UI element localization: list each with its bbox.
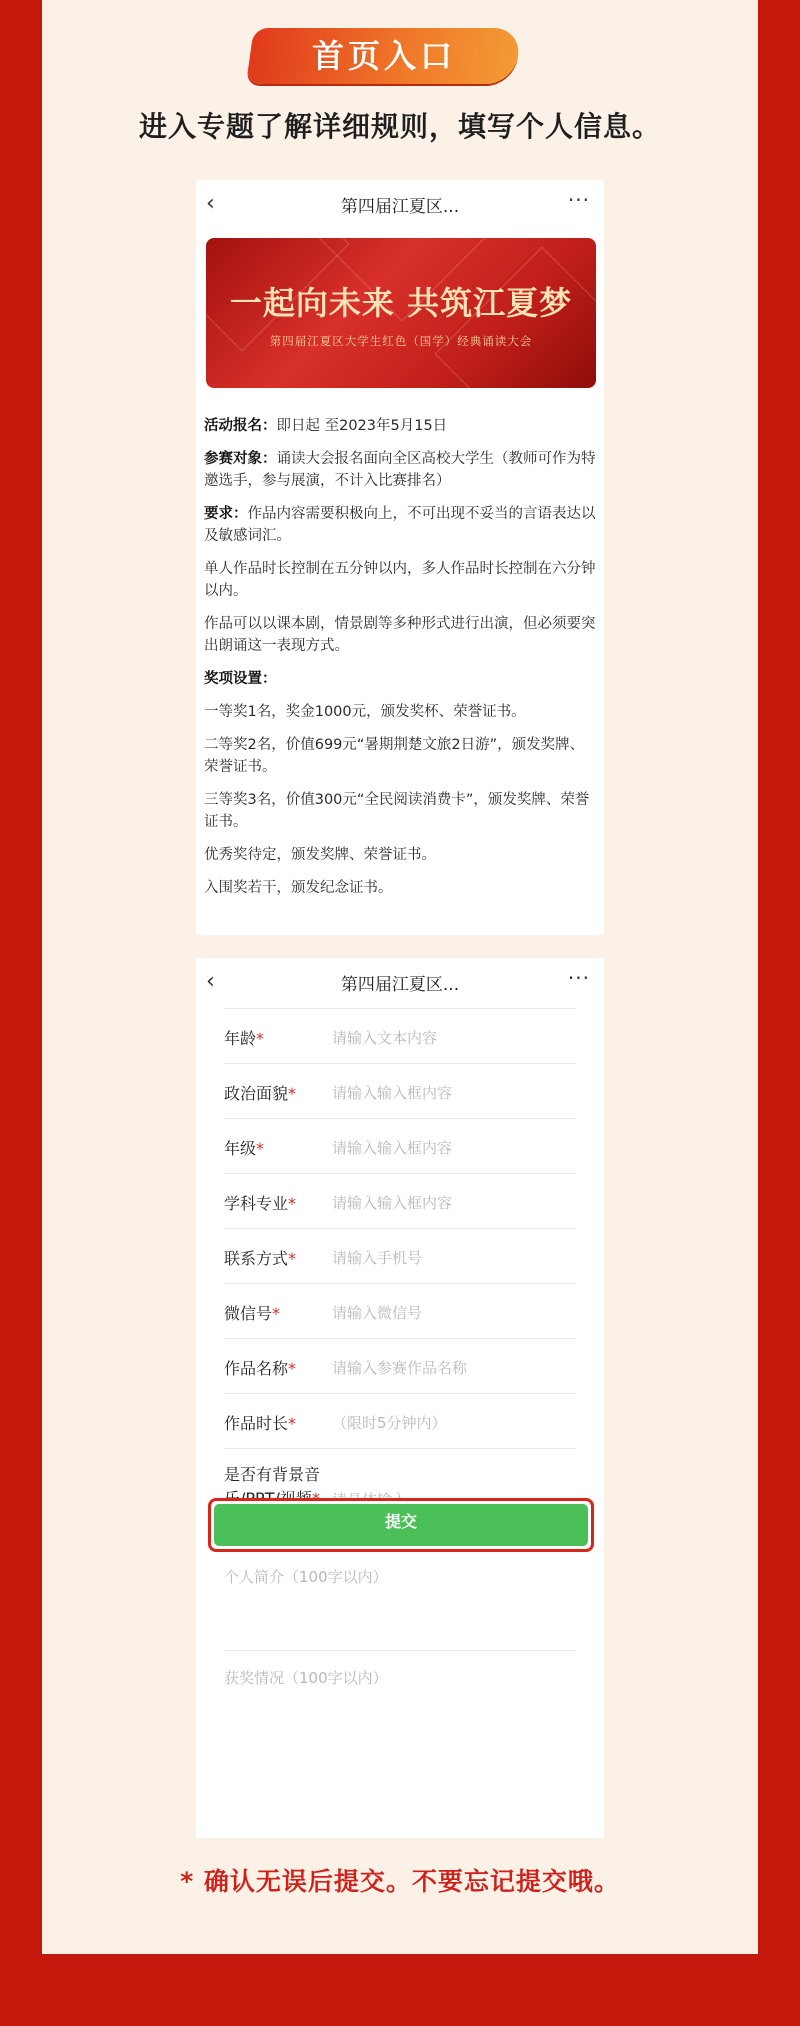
rule-paragraph: 活动报名：即日起 至2023年5月15日 xyxy=(204,418,448,434)
intro-text: 进入专题了解详细规则，填写个人信息。 xyxy=(138,110,661,143)
banner-slogan: 一起向未来 共筑江夏梦 xyxy=(229,284,573,322)
chevron-left-icon[interactable]: ‹ xyxy=(206,969,215,994)
awards-heading: 奖项设置： xyxy=(204,671,277,687)
grade-input[interactable]: 请输入输入框内容 xyxy=(332,1139,453,1157)
award-item: 三等奖3名，价值300元“全民阅读消费卡”，颁发奖牌、荣誉证书。 xyxy=(204,792,590,830)
form-field-wechat[interactable]: 微信号* 请输入微信号 xyxy=(224,1283,576,1338)
duration-input[interactable]: （限时5分钟内） xyxy=(332,1414,447,1432)
rules-content xyxy=(204,415,596,910)
nav-bar xyxy=(196,180,604,224)
chevron-left-icon[interactable]: ‹ xyxy=(206,191,215,216)
work-title-input[interactable]: 请输入参赛作品名称 xyxy=(332,1359,468,1377)
banner-subtitle: 第四届江夏区大学生红色（国学）经典诵读大会 xyxy=(269,334,533,348)
award-item: 入围奖若干，颁发纪念证书。 xyxy=(204,880,393,896)
rule-paragraph: 单人作品时长控制在五分钟以内，多人作品时长控制在六分钟以内。 xyxy=(204,561,596,599)
form-field-age[interactable]: 年龄* 请输入文本内容 xyxy=(224,1008,576,1063)
age-input[interactable]: 请输入文本内容 xyxy=(332,1029,438,1047)
form-field-duration[interactable]: 作品时长* （限时5分钟内） xyxy=(224,1393,576,1448)
event-banner xyxy=(206,238,596,388)
awards-textarea[interactable]: 获奖情况（100字以内） xyxy=(224,1650,576,1751)
award-item: 二等奖2名，价值699元“暑期荆楚文旅2日游”，颁发奖牌、荣誉证书。 xyxy=(204,737,585,775)
phone-input[interactable]: 请输入手机号 xyxy=(332,1249,423,1267)
award-item: 一等奖1名，奖金1000元，颁发奖杯、荣誉证书。 xyxy=(204,704,526,720)
bio-textarea[interactable]: 个人简介（100字以内） xyxy=(224,1549,576,1650)
footer-reminder: * 确认无误后提交。不要忘记提交哦。 xyxy=(180,1867,620,1896)
major-input[interactable]: 请输入输入框内容 xyxy=(332,1194,453,1212)
screenshot-activity-info xyxy=(196,180,604,935)
form-field-political-status[interactable]: 政治面貌* 请输入输入框内容 xyxy=(224,1063,576,1118)
form-field-media[interactable]: 是否有背景音 xyxy=(224,1448,576,1549)
nav-bar xyxy=(196,958,604,1002)
submit-button[interactable]: 提交 xyxy=(214,1504,588,1546)
form-field-work-title[interactable]: 作品名称* 请输入参赛作品名称 xyxy=(224,1338,576,1393)
submit-highlight xyxy=(208,1498,594,1552)
page-title: 首页入口 xyxy=(311,37,456,75)
nav-title: 第四届江夏区... xyxy=(340,197,460,217)
form-field-major[interactable]: 学科专业* 请输入输入框内容 xyxy=(224,1173,576,1228)
wechat-input[interactable]: 请输入微信号 xyxy=(332,1304,423,1322)
rule-paragraph: 作品可以以课本剧，情景剧等多种形式进行出演，但必须要突出朗诵这一表现方式。 xyxy=(204,616,596,654)
political-status-input[interactable]: 请输入输入框内容 xyxy=(332,1084,453,1102)
rule-paragraph: 要求：作品内容需要积极向上，不可出现不妥当的言语表达以及敏感词汇。 xyxy=(204,506,596,544)
more-icon[interactable]: ··· xyxy=(567,188,590,212)
screenshot-registration-form xyxy=(196,958,604,1838)
nav-title: 第四届江夏区... xyxy=(340,975,460,995)
rule-paragraph: 参赛对象：诵读大会报名面向全区高校大学生（教师可作为特邀选手，参与展演，不计入比赛排名） xyxy=(204,451,596,489)
registration-form xyxy=(224,1008,576,1751)
form-field-grade[interactable]: 年级* 请输入输入框内容 xyxy=(224,1118,576,1173)
more-icon[interactable]: ··· xyxy=(567,966,590,990)
form-field-contact[interactable]: 联系方式* 请输入手机号 xyxy=(224,1228,576,1283)
award-item: 优秀奖待定，颁发奖牌、荣誉证书。 xyxy=(204,847,436,863)
